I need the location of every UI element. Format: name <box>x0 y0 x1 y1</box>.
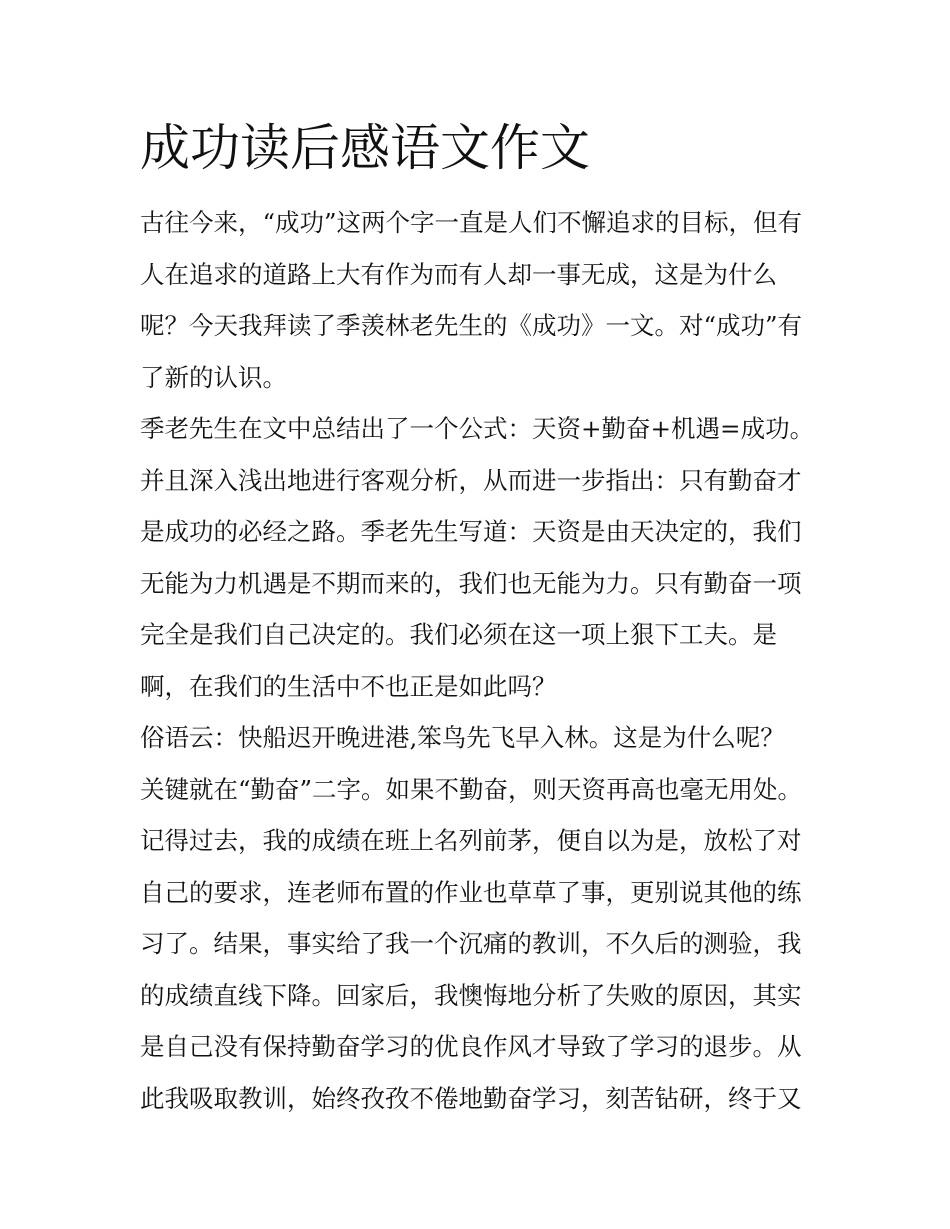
body-line: 人在追求的道路上大有作为而有人却一事无成，这是为什么 <box>140 259 777 289</box>
document-title: 成功读后感语文作文 <box>140 119 590 177</box>
body-line: 无能为力机遇是不期而来的，我们也无能为力。只有勤奋一项 <box>140 568 802 598</box>
body-line: 习了。结果，事实给了我一个沉痛的教训，不久后的测验，我 <box>140 929 802 958</box>
body-line: 了新的认识。 <box>140 362 287 392</box>
body-line: 啊，在我们的生活中不也正是如此吗？ <box>140 671 557 701</box>
body-line: 季老先生在文中总结出了一个公式：天资+勤奋+机遇=成功。 <box>140 414 815 443</box>
body-line: 自己的要求，连老师布置的作业也草草了事，更别说其他的练 <box>140 877 802 907</box>
body-line: 并且深入浅出地进行客观分析，从而进一步指出：只有勤奋才 <box>140 465 802 495</box>
body-line: 关键就在“勤奋”二字。如果不勤奋，则天资再高也毫无用处。 <box>140 774 803 804</box>
body-line: 记得过去，我的成绩在班上名列前茅，便自以为是，放松了对 <box>140 826 802 855</box>
body-line: 此我吸取教训，始终孜孜不倦地勤奋学习，刻苦钻研，终于又 <box>140 1083 802 1113</box>
body-line: 的成绩直线下降。回家后，我懊悔地分析了失败的原因，其实 <box>140 980 802 1010</box>
body-line: 古往今来，“成功”这两个字一直是人们不懈追求的目标，但有 <box>140 208 803 237</box>
body-line: 完全是我们自己决定的。我们必须在这一项上狠下工夫。是 <box>140 620 777 649</box>
body-line: 俗语云：快船迟开晚进港,笨鸟先飞早入林。这是为什么呢？ <box>140 723 785 752</box>
body-line: 是自己没有保持勤奋学习的优良作风才导致了学习的退步。从 <box>140 1032 802 1061</box>
body-line: 是成功的必经之路。季老先生写道：天资是由天决定的，我们 <box>140 517 802 546</box>
body-line: 呢？今天我拜读了季羡林老先生的《成功》一文。对“成功”有 <box>140 311 803 340</box>
document-body <box>140 197 820 1124</box>
